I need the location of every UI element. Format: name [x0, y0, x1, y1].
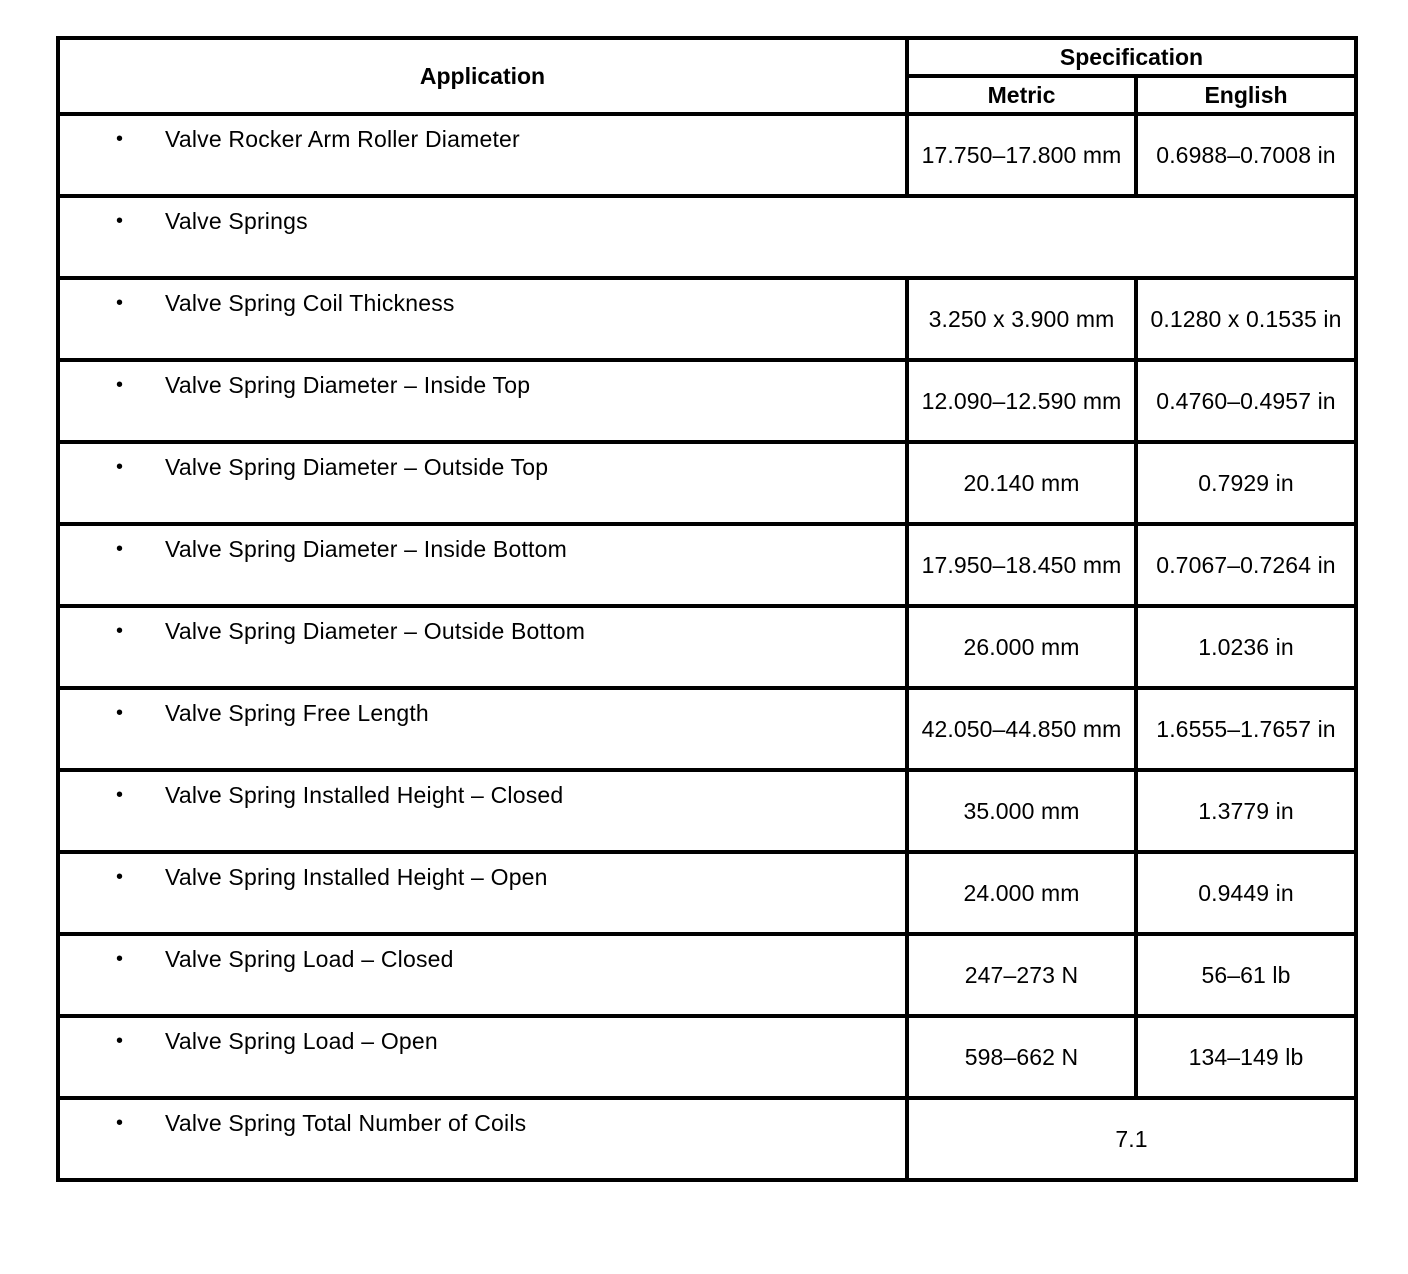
- english-value: 0.1280 x 0.1535 in: [1136, 278, 1356, 360]
- application-label: Valve Spring Diameter – Inside Bottom: [165, 536, 567, 562]
- application-label: Valve Spring Coil Thickness: [165, 290, 455, 316]
- table-row: [58, 852, 1356, 934]
- application-cell: [58, 852, 907, 934]
- application-cell: [58, 360, 907, 442]
- english-value: 0.7929 in: [1136, 442, 1356, 524]
- application-cell: [58, 688, 907, 770]
- english-value: 0.4760–0.4957 in: [1136, 360, 1356, 442]
- bullet: •: [116, 1112, 124, 1134]
- application-header: Application: [58, 38, 907, 114]
- table-row: [58, 524, 1356, 606]
- table-row: [58, 278, 1356, 360]
- application-cell: [58, 1016, 907, 1098]
- metric-value: 35.000 mm: [907, 770, 1136, 852]
- table-row: [58, 934, 1356, 1016]
- table-row: [58, 770, 1356, 852]
- table-row: [58, 442, 1356, 524]
- metric-header: Metric: [907, 76, 1136, 114]
- english-value: 1.0236 in: [1136, 606, 1356, 688]
- metric-value: 17.950–18.450 mm: [907, 524, 1136, 606]
- table-row: [58, 1098, 1356, 1180]
- metric-value: 42.050–44.850 mm: [907, 688, 1136, 770]
- application-label: Valve Spring Installed Height – Closed: [165, 782, 564, 808]
- metric-value: 12.090–12.590 mm: [907, 360, 1136, 442]
- combined-value: 7.1: [907, 1098, 1356, 1180]
- bullet: •: [116, 702, 124, 724]
- bullet: •: [116, 948, 124, 970]
- metric-value: 17.750–17.800 mm: [907, 114, 1136, 196]
- application-cell: [58, 606, 907, 688]
- application-label: Valve Spring Diameter – Inside Top: [165, 372, 531, 398]
- english-value: 0.6988–0.7008 in: [1136, 114, 1356, 196]
- bullet: •: [116, 620, 124, 642]
- application-cell: [58, 934, 907, 1016]
- table-row: [58, 360, 1356, 442]
- application-label: Valve Spring Total Number of Coils: [165, 1110, 527, 1136]
- table-row: [58, 606, 1356, 688]
- specification-table: [56, 36, 1358, 1182]
- application-cell: [58, 196, 1356, 278]
- table-row: [58, 688, 1356, 770]
- metric-value: 24.000 mm: [907, 852, 1136, 934]
- metric-value: 26.000 mm: [907, 606, 1136, 688]
- bullet: •: [116, 128, 124, 150]
- bullet: •: [116, 456, 124, 478]
- application-label: Valve Spring Installed Height – Open: [165, 864, 548, 890]
- table-row: [58, 114, 1356, 196]
- english-value: 134–149 lb: [1136, 1016, 1356, 1098]
- metric-value: 598–662 N: [907, 1016, 1136, 1098]
- application-label: Valve Rocker Arm Roller Diameter: [165, 126, 520, 152]
- english-header: English: [1136, 76, 1356, 114]
- table-row: [58, 196, 1356, 278]
- bullet: •: [116, 1030, 124, 1052]
- application-cell: [58, 770, 907, 852]
- application-label: Valve Spring Free Length: [165, 700, 429, 726]
- application-label: Valve Spring Diameter – Outside Top: [165, 454, 549, 480]
- table-row: [58, 1016, 1356, 1098]
- english-value: 0.9449 in: [1136, 852, 1356, 934]
- metric-value: 3.250 x 3.900 mm: [907, 278, 1136, 360]
- metric-value: 20.140 mm: [907, 442, 1136, 524]
- application-label: Valve Spring Diameter – Outside Bottom: [165, 618, 586, 644]
- application-cell: [58, 278, 907, 360]
- english-value: 1.3779 in: [1136, 770, 1356, 852]
- application-label: Valve Spring Load – Open: [165, 1028, 438, 1054]
- bullet: •: [116, 292, 124, 314]
- english-value: 56–61 lb: [1136, 934, 1356, 1016]
- english-value: 1.6555–1.7657 in: [1136, 688, 1356, 770]
- bullet: •: [116, 374, 124, 396]
- bullet: •: [116, 538, 124, 560]
- application-cell: [58, 442, 907, 524]
- application-cell: [58, 524, 907, 606]
- application-cell: [58, 114, 907, 196]
- specification-header: Specification: [907, 38, 1356, 76]
- bullet: •: [116, 866, 124, 888]
- application-label: Valve Springs: [165, 208, 308, 234]
- english-value: 0.7067–0.7264 in: [1136, 524, 1356, 606]
- bullet: •: [116, 784, 124, 806]
- bullet: •: [116, 210, 124, 232]
- application-label: Valve Spring Load – Closed: [165, 946, 454, 972]
- application-cell: [58, 1098, 907, 1180]
- metric-value: 247–273 N: [907, 934, 1136, 1016]
